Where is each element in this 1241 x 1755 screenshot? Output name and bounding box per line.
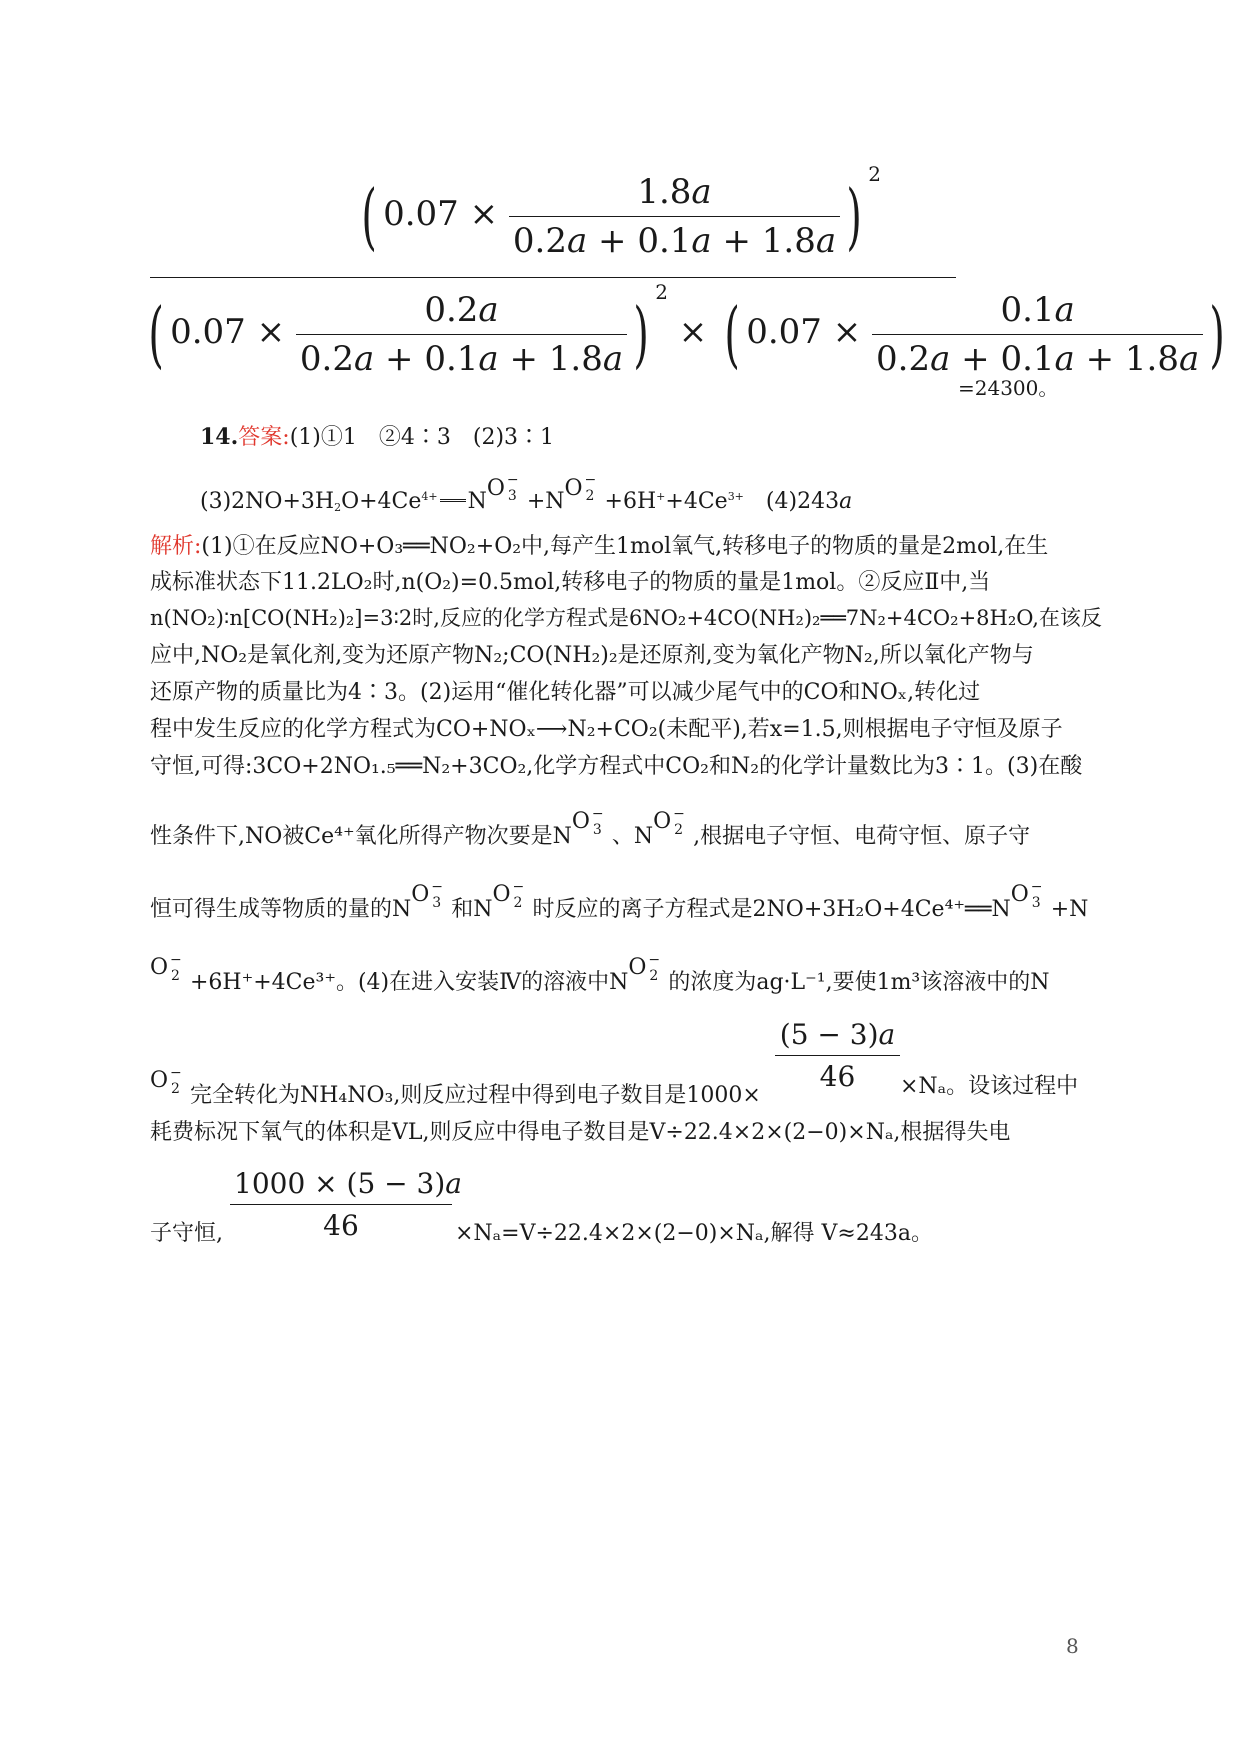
arrow-equals <box>440 499 466 502</box>
var-a: a <box>839 489 853 514</box>
conservation-fraction <box>230 1167 462 1242</box>
answer-part4: (4)243 <box>743 489 840 514</box>
denominator-right-fraction <box>872 290 1203 379</box>
analysis-text-10a: +6H⁺+4Ce³⁺。(4)在进入安装Ⅳ的溶液中N <box>190 970 629 995</box>
analysis-line-12: 耗费标况下氧气的体积是VL,则反应中得电子数目是V÷22.4×2×(2−0)×Nₐ,根据得失电 <box>150 1120 1011 1145</box>
numerator-frac-num: 1.8𝑎 <box>637 171 712 212</box>
denominator-right-num: 0.1𝑎 <box>1000 289 1075 330</box>
analysis-line-10 <box>150 952 1050 995</box>
nitrite-ion: O − 2 <box>628 952 661 984</box>
times-sign: × <box>678 312 708 352</box>
analysis-line-13a: 子守恒, <box>150 1221 223 1246</box>
nitrite-ion: O − 2 <box>150 1065 182 1097</box>
answer-part3-c: +N <box>526 489 565 514</box>
analysis-text-11b: ×Nₐ。设该过程中 <box>900 1074 1079 1099</box>
numerator-fraction <box>509 172 840 261</box>
formula-denominator <box>142 280 1231 379</box>
analysis-line-6: 程中发生反应的化学方程式为CO+NOₓ⟶N₂+CO₂(未配平),若x=1.5,则根据电子守恒及原子 <box>150 717 1063 742</box>
answer-part3-b: N <box>467 489 487 514</box>
denominator-right-coef: 0.07 × <box>746 312 862 352</box>
electron-frac <box>775 1018 900 1093</box>
analysis-line-4: 应中,NO₂是氧化剂,变为还原产物N₂;CO(NH₂)₂是还原剂,变为氧化产物N₂,所以氧化产物与 <box>150 643 1034 668</box>
nitrite-ion: O − 2 <box>150 952 182 984</box>
denominator-left-coef: 0.07 × <box>170 312 286 352</box>
analysis-text-8b: 、N <box>611 824 654 849</box>
answer-part3-a: O+4Ce <box>341 489 422 514</box>
numerator-exponent: 2 <box>868 162 881 186</box>
denominator-left-fraction <box>296 290 627 379</box>
numerator-frac-den: 0.2𝑎 + 0.1𝑎 + 1.8𝑎 <box>512 220 837 261</box>
answer-line-1 <box>200 420 554 451</box>
denominator-left-exponent: 2 <box>655 280 668 304</box>
paren-left: ( <box>148 292 164 376</box>
analysis-line-11 <box>150 1065 761 1108</box>
analysis-line-8 <box>150 806 1031 849</box>
formula-result: =24300。 <box>958 376 1059 400</box>
page-number: 8 <box>1066 1634 1079 1658</box>
analysis-text-13b: ×Nₐ=V÷22.4×2×(2−0)×Nₐ,解得 V≈243a。 <box>455 1221 933 1246</box>
analysis-text-8c: ,根据电子守恒、电荷守恒、原子守 <box>693 824 1031 849</box>
electron-frac-num: (5 − 3)𝑎 <box>779 1018 896 1051</box>
conservation-frac-num: 1000 × (5 − 3)𝑎 <box>234 1167 462 1200</box>
answer-part3-d: +6H <box>604 489 657 514</box>
analysis-text-9c: 时反应的离子方程式是2NO+3H₂O+4Ce⁴⁺══N <box>532 897 1011 922</box>
analysis-text-9a: 恒可得生成等物质的量的N <box>150 897 412 922</box>
analysis-line-3: n(NO₂)∶n[CO(NH₂)₂]=3∶2时,反应的化学方程式是6NO₂+4CO(NH₂)₂══7N₂+4CO₂+8H₂O,在该反 <box>150 606 1102 630</box>
denominator-left-den: 0.2𝑎 + 0.1𝑎 + 1.8𝑎 <box>299 338 624 379</box>
main-fraction-bar <box>150 277 956 278</box>
denominator-left-num: 0.2𝑎 <box>424 289 499 330</box>
analysis-text-8a: 性条件下,NO被Ce⁴⁺氧化所得产物次要是N <box>150 824 572 849</box>
formula-numerator <box>355 162 881 261</box>
analysis-line-7: 守恒,可得:3CO+2NO₁.₅══N₂+3CO₂,化学方程式中CO₂和N₂的化学计量数比为3∶1。(3)在酸 <box>150 754 1083 779</box>
question-number: 14. <box>200 424 239 450</box>
analysis-text-11a: 完全转化为NH₄NO₃,则反应过程中得到电子数目是1000× <box>190 1083 761 1108</box>
nitrite-ion: O − 2 <box>653 806 685 838</box>
paren-right: ) <box>633 292 649 376</box>
paren-left: ( <box>361 174 377 258</box>
nitrate-ion: O − 3 <box>411 879 443 911</box>
electron-frac-den: 46 <box>819 1060 856 1093</box>
answer-label: 答案: <box>238 425 290 450</box>
nitrate-ion: O − 3 <box>1010 879 1043 911</box>
analysis-text-10b: 的浓度为ag·L⁻¹,要使1m³该溶液中的N <box>668 970 1050 995</box>
nitrate-ion: O − 3 <box>571 806 604 838</box>
paren-right: ) <box>1209 292 1226 376</box>
conservation-frac <box>230 1167 462 1242</box>
analysis-line-2: 成标准状态下11.2LO₂时,n(O₂)=0.5mol,转移电子的物质的量是1mol。②反应Ⅱ中,当 <box>150 570 991 595</box>
nitrate-ion: O − 3 <box>486 472 519 504</box>
answer-part3-prefix: (3)2NO+3H <box>200 489 335 514</box>
electron-fraction <box>775 1018 900 1093</box>
conservation-frac-den: 46 <box>323 1209 359 1242</box>
analysis-text-9d: +N <box>1050 897 1089 922</box>
paren-left: ( <box>724 292 740 376</box>
nitrite-ion: O − 2 <box>492 879 525 911</box>
answer-part1: (1)①1 ②4∶3 (2)3∶1 <box>289 425 555 450</box>
paren-right: ) <box>846 174 862 258</box>
analysis-text-1: (1)①在反应NO+O₃══NO₂+O₂中,每产生1mol氧气,转移电子的物质的量是2mol,在生 <box>201 534 1049 559</box>
denominator-right-den: 0.2𝑎 + 0.1𝑎 + 1.8𝑎 <box>876 338 1200 379</box>
numerator-coef: 0.07 × <box>383 194 499 234</box>
analysis-line-5: 还原产物的质量比为4∶3。(2)运用“催化转化器”可以减少尾气中的CO和NOₓ,转化过 <box>150 680 981 705</box>
analysis-text-9b: 和N <box>451 897 493 922</box>
analysis-line-1 <box>150 536 1048 558</box>
analysis-line-9 <box>150 879 1089 922</box>
analysis-label: 解析: <box>150 534 202 559</box>
nitrite-ion: O − 2 <box>564 472 597 504</box>
answer-part3-e: +4Ce <box>665 489 728 514</box>
answer-line-2: $(3)2NO+3H_2O+4Ce^{4+}$ N O − 3 +N O − 2 $+6H^++4Ce^{3+}$ (4)243a <box>200 472 853 514</box>
